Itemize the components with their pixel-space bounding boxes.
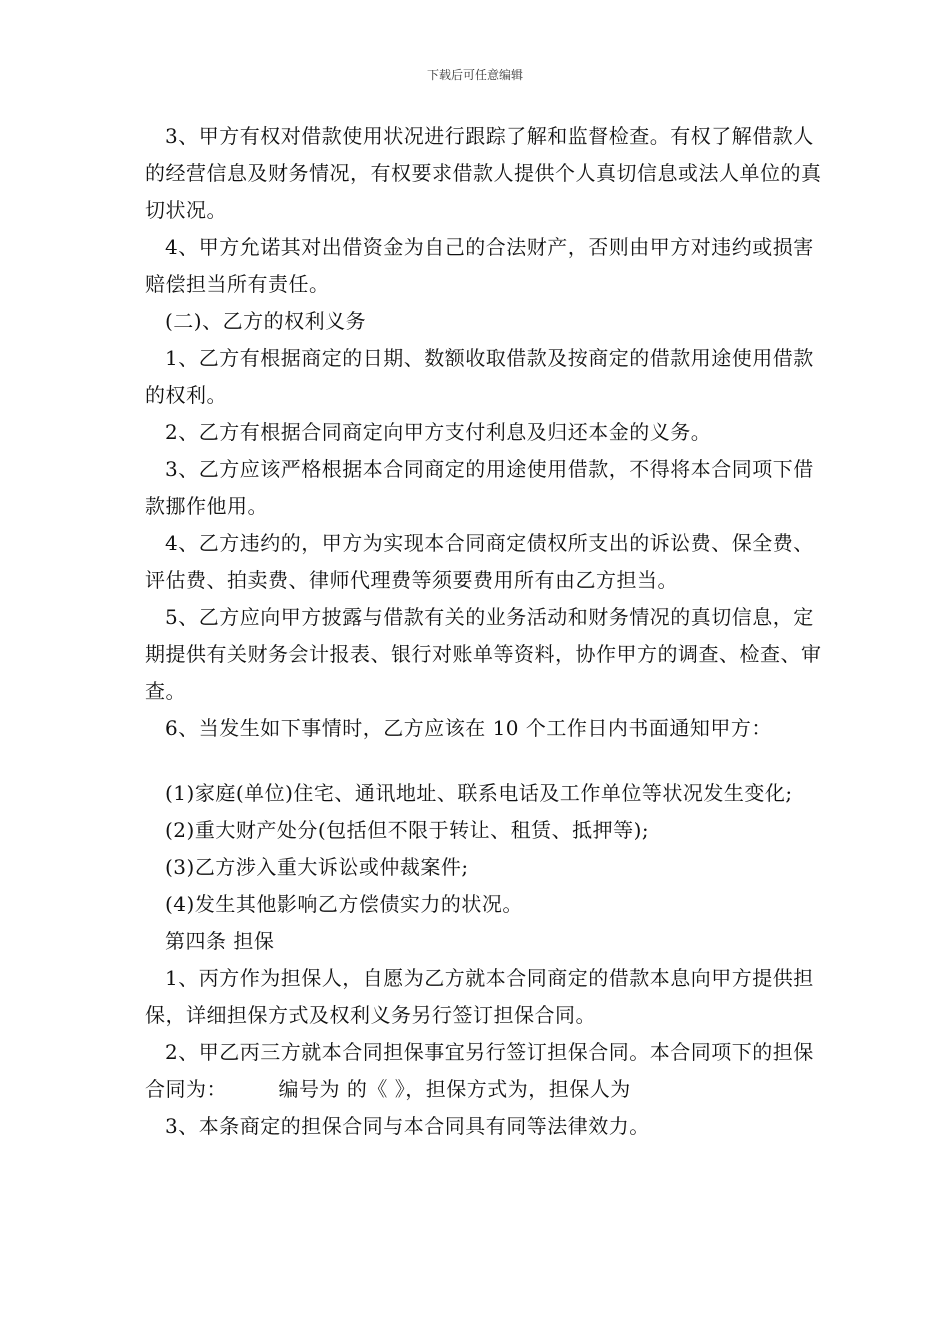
paragraph: 2、甲乙丙三方就本合同担保事宜另行签订担保合同。本合同项下的担保合同为： 编号为 的《 》，担保方式为，担保人为	[145, 1040, 814, 1101]
section-heading: 第四条 担保	[165, 929, 275, 953]
document-body	[145, 118, 825, 1145]
paragraph: 1、乙方有根据商定的日期、数额收取借款及按商定的借款用途使用借款的权利。	[145, 346, 814, 407]
list-item: (3)乙方涉入重大诉讼或仲裁案件;	[165, 855, 469, 879]
paragraph: 3、本条商定的担保合同与本合同具有同等法律效力。	[165, 1114, 650, 1138]
paragraph: 4、甲方允诺其对出借资金为自己的合法财产，否则由甲方对违约或损害赔偿担当所有责任。	[145, 235, 814, 296]
paragraph: 4、乙方违约的，甲方为实现本合同商定债权所支出的诉讼费、保全费、评估费、拍卖费、律师代理费等须要费用所有由乙方担当。	[145, 531, 814, 592]
list-item: (1)家庭(单位)住宅、通讯地址、联系电话及工作单位等状况发生变化;	[165, 781, 793, 805]
paragraph: 3、甲方有权对借款使用状况进行跟踪了解和监督检查。有权了解借款人的经营信息及财务情况，有权要求借款人提供个人真切信息或法人单位的真切状况。	[145, 124, 822, 222]
paragraph: 3、乙方应该严格根据本合同商定的用途使用借款，不得将本合同项下借款挪作他用。	[145, 457, 814, 518]
spacer	[145, 747, 825, 775]
paragraph: 6、当发生如下事情时，乙方应该在 10 个工作日内书面通知甲方：	[165, 716, 772, 740]
paragraph: 5、乙方应向甲方披露与借款有关的业务活动和财务情况的真切信息，定期提供有关财务会计报表、银行对账单等资料，协作甲方的调查、检查、审查。	[145, 605, 822, 703]
paragraph: 1、丙方作为担保人，自愿为乙方就本合同商定的借款本息向甲方提供担保，详细担保方式及权利义务另行签订担保合同。	[145, 966, 814, 1027]
list-item: (2)重大财产处分(包括但不限于转让、租赁、抵押等);	[165, 818, 650, 842]
list-item: (4)发生其他影响乙方偿债实力的状况。	[165, 892, 523, 916]
paragraph: 2、乙方有根据合同商定向甲方支付利息及归还本金的义务。	[165, 420, 712, 444]
section-heading: (二)、乙方的权利义务	[165, 309, 367, 333]
page-header: 下载后可任意编辑	[426, 68, 523, 82]
